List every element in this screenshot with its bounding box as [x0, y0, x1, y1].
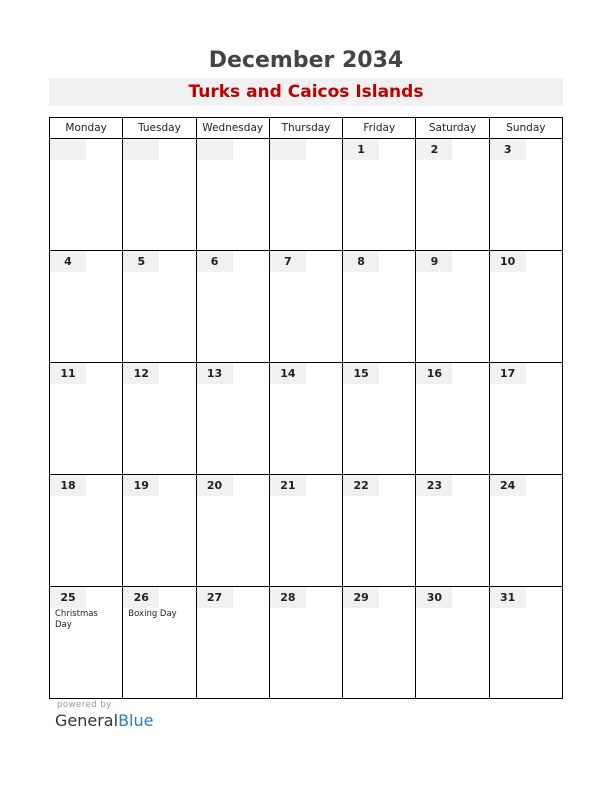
day-cell	[196, 587, 269, 699]
day-number: 27	[197, 587, 233, 608]
day-number: 12	[123, 363, 159, 384]
weekday-header: Tuesday	[123, 118, 196, 139]
day-number	[123, 139, 159, 160]
day-number: 16	[416, 363, 452, 384]
day-cell	[416, 139, 489, 251]
brand-logo[interactable]	[55, 711, 153, 731]
day-number: 10	[490, 251, 526, 272]
day-cell	[50, 587, 123, 699]
weekday-header: Sunday	[489, 118, 562, 139]
brand-name-part2: Blue	[118, 711, 154, 730]
day-number	[270, 139, 306, 160]
footer-branding	[55, 700, 153, 731]
day-cell	[489, 587, 562, 699]
day-cell	[123, 139, 196, 251]
day-number: 5	[123, 251, 159, 272]
day-cell	[489, 139, 562, 251]
day-cell	[416, 587, 489, 699]
day-cell	[50, 363, 123, 475]
day-cell	[196, 363, 269, 475]
day-number: 1	[343, 139, 379, 160]
day-number: 20	[197, 475, 233, 496]
day-cell	[343, 475, 416, 587]
powered-by-text: powered by	[57, 700, 112, 710]
day-cell	[343, 251, 416, 363]
day-number	[50, 139, 86, 160]
day-number: 25	[50, 587, 86, 608]
week-row	[50, 587, 563, 699]
holiday-label: Boxing Day	[128, 609, 177, 619]
brand-name-part1: General	[55, 711, 119, 730]
day-cell	[269, 363, 342, 475]
day-number: 17	[490, 363, 526, 384]
day-number: 14	[270, 363, 306, 384]
day-number: 28	[270, 587, 306, 608]
day-cell	[343, 363, 416, 475]
day-cell	[269, 475, 342, 587]
week-row	[50, 139, 563, 251]
day-cell	[50, 475, 123, 587]
page-title: December 2034	[208, 48, 404, 73]
day-number: 11	[50, 363, 86, 384]
day-number: 29	[343, 587, 379, 608]
day-number: 18	[50, 475, 86, 496]
day-number: 7	[270, 251, 306, 272]
weekday-header: Thursday	[269, 118, 342, 139]
day-number: 19	[123, 475, 159, 496]
day-cell	[196, 251, 269, 363]
day-number: 8	[343, 251, 379, 272]
day-number: 15	[343, 363, 379, 384]
weekday-header: Monday	[50, 118, 123, 139]
day-cell	[489, 251, 562, 363]
day-cell	[269, 251, 342, 363]
day-cell	[343, 587, 416, 699]
weekday-header-row	[50, 118, 563, 139]
week-row	[50, 475, 563, 587]
day-cell	[269, 139, 342, 251]
day-cell	[416, 251, 489, 363]
day-number: 3	[490, 139, 526, 160]
week-row	[50, 363, 563, 475]
weekday-header: Saturday	[416, 118, 489, 139]
day-cell	[196, 475, 269, 587]
day-cell	[196, 139, 269, 251]
day-number	[197, 139, 233, 160]
day-number: 23	[416, 475, 452, 496]
day-cell	[416, 363, 489, 475]
holiday-label: Christmas Day	[55, 609, 98, 630]
day-cell	[50, 139, 123, 251]
day-cell	[123, 475, 196, 587]
day-number: 9	[416, 251, 452, 272]
day-number: 30	[416, 587, 452, 608]
day-cell	[123, 363, 196, 475]
day-number: 24	[490, 475, 526, 496]
day-cell	[489, 363, 562, 475]
day-cell	[50, 251, 123, 363]
day-cell	[269, 587, 342, 699]
day-number: 2	[416, 139, 452, 160]
day-number: 22	[343, 475, 379, 496]
week-row	[50, 251, 563, 363]
day-cell	[416, 475, 489, 587]
day-number: 21	[270, 475, 306, 496]
month-calendar	[49, 117, 563, 699]
day-number: 26	[123, 587, 159, 608]
day-number: 13	[197, 363, 233, 384]
day-cell	[489, 475, 562, 587]
weekday-header: Wednesday	[196, 118, 269, 139]
day-number: 4	[50, 251, 86, 272]
day-cell	[123, 251, 196, 363]
day-number: 6	[197, 251, 233, 272]
weekday-header: Friday	[343, 118, 416, 139]
day-cell	[343, 139, 416, 251]
day-number: 31	[490, 587, 526, 608]
day-cell	[123, 587, 196, 699]
country-subtitle: Turks and Caicos Islands	[49, 78, 563, 106]
